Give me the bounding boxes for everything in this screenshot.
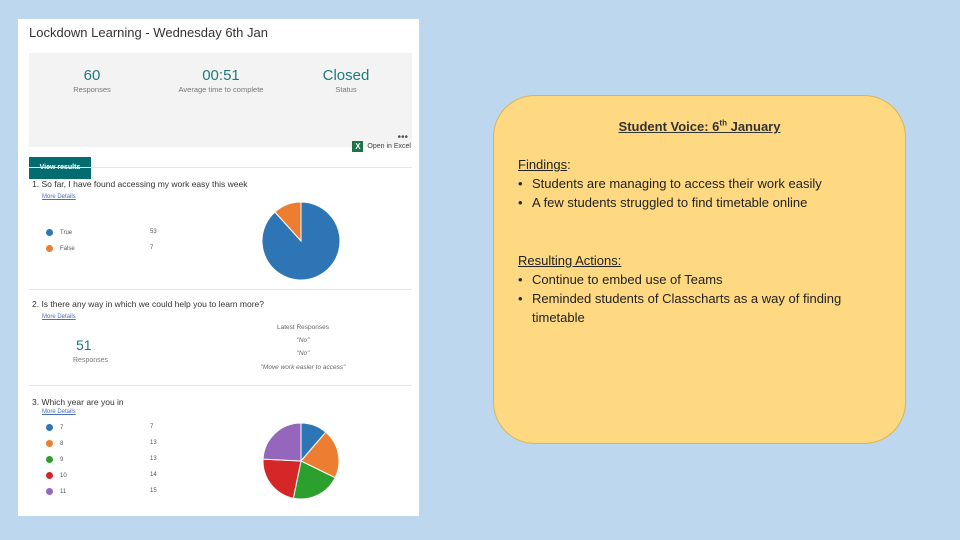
excel-icon: X [352,141,363,152]
stat-status [291,67,401,94]
latest-response: "No" [296,337,310,344]
card-title-superscript: th [719,119,727,128]
legend-item [46,245,75,252]
legend-label: 9 [60,457,64,464]
stat-label: Status [335,85,357,94]
card-title-text: Student Voice: 6 [618,119,720,135]
latest-responses-heading: Latest Responses [276,324,330,331]
findings-section [518,155,887,212]
actions-heading: Resulting Actions: [518,253,622,268]
responses-label: Responses [73,357,109,364]
legend-label: True [60,230,73,237]
stat-label: Responses [73,85,111,94]
legend-label: 10 [60,473,67,480]
question-1-text: 1. So far, I have found accessing my work easy this week [32,179,248,189]
legend-dot-icon [46,424,53,431]
stat-value: 60 [83,67,101,84]
finding-item: • Students are managing to access their work easily [518,174,887,193]
legend-label: 7 [60,425,64,432]
student-voice-card [493,95,906,444]
legend-label: 11 [60,489,67,496]
form-title: Lockdown Learning - Wednesday 6th Jan [29,25,268,40]
view-results-button[interactable] [29,157,91,179]
legend-item [46,472,67,479]
action-item: • Continue to embed use of Teams [518,270,887,289]
legend-item [46,424,63,431]
question-3-text: 3. Which year are you in [32,397,124,407]
open-in-excel-link[interactable] [352,141,411,152]
divider [29,385,412,386]
legend-label: 8 [60,441,64,448]
legend-dot-icon [46,472,53,479]
legend-count: 53 [150,229,157,235]
stat-average-time [166,67,276,94]
stat-value: Closed [322,67,370,84]
legend-dot-icon [46,488,53,495]
stat-label: Average time to complete [178,85,264,94]
findings-colon: : [567,157,571,172]
legend-item [46,229,72,236]
divider [29,289,412,290]
card-title-month: January [726,119,781,135]
more-details-link[interactable]: More Details [42,409,76,415]
more-details-link[interactable]: More Details [42,314,76,320]
stat-responses [37,67,147,94]
forms-summary-screenshot [18,19,419,516]
legend-count: 7 [150,424,154,430]
legend-count: 15 [150,488,157,494]
legend-count: 13 [150,440,157,446]
findings-heading: Findings [518,157,568,172]
legend-dot-icon [46,229,53,236]
latest-response: "No" [296,350,310,357]
latest-response: "Move work easier to access" [260,364,346,371]
action-item: • Reminded students of Classcharts as a way of finding timetable [518,289,887,327]
ellipsis-icon[interactable]: ••• [397,132,408,143]
summary-panel [29,53,412,147]
card-title [494,119,905,134]
question-2-text: 2. Is there any way in which we could help you to learn more? [32,299,264,309]
responses-count: 51 [76,337,92,353]
open-in-excel-label: Open in Excel [367,143,411,150]
legend-dot-icon [46,456,53,463]
legend-item [46,456,63,463]
finding-item: • A few students struggled to find timetable online [518,193,887,212]
legend-dot-icon [46,245,53,252]
legend-count: 13 [150,456,157,462]
legend-item [46,440,63,447]
stat-value: 00:51 [202,67,240,84]
question-1-pie-chart [262,202,340,280]
legend-item [46,488,66,495]
legend-count: 7 [150,245,154,251]
question-3-pie-chart [263,423,339,499]
divider [29,167,412,168]
legend-count: 14 [150,472,157,478]
legend-dot-icon [46,440,53,447]
actions-section [518,251,887,327]
more-details-link[interactable]: More Details [42,194,76,200]
legend-label: False [60,246,75,253]
pie-slice-11 [263,423,301,461]
